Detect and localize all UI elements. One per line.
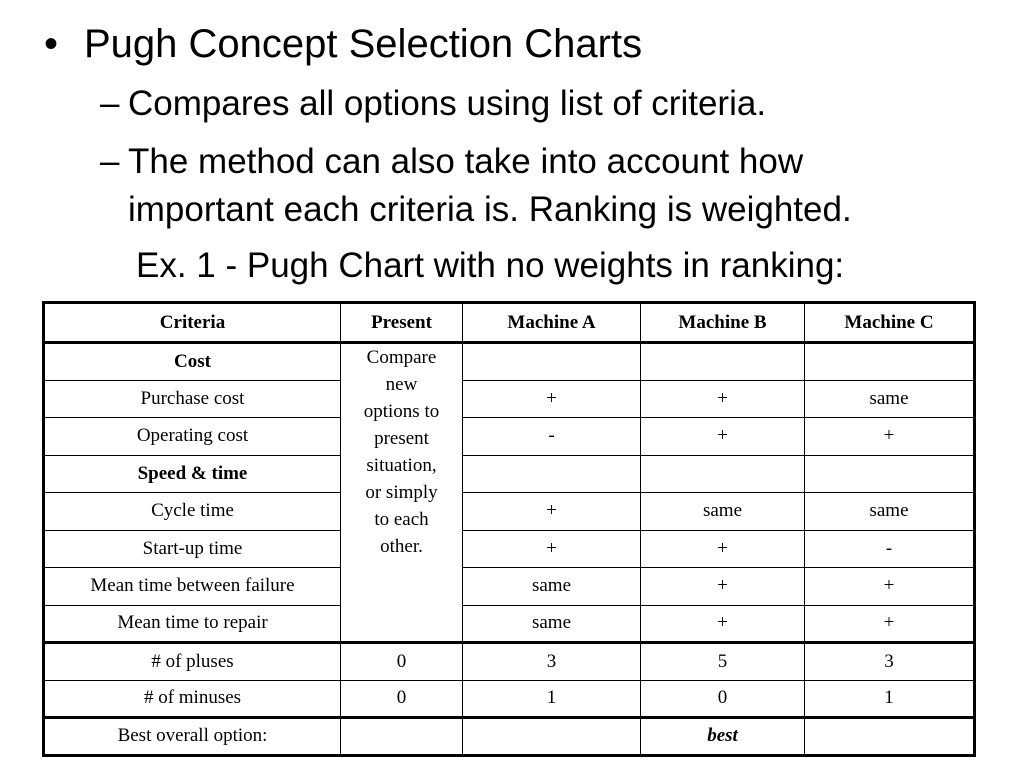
present-cell: 0	[341, 680, 463, 718]
machine-a-cell: same	[463, 568, 641, 606]
criteria-cell: Mean time to repair	[44, 605, 341, 643]
sub-bullet-text-continued: important each criteria is. Ranking is weighted.	[128, 190, 852, 229]
criteria-cell: Purchase cost	[44, 380, 341, 418]
criteria-cell: Operating cost	[44, 418, 341, 456]
table-row	[44, 380, 975, 418]
bullet-title: Pugh Concept Selection Charts	[84, 22, 643, 66]
machine-b-cell: +	[641, 418, 805, 456]
table-row	[44, 568, 975, 606]
sub-bullet-text: Compares all options using list of criteria.	[128, 84, 767, 123]
table-row	[44, 605, 975, 643]
sub-bullet-marker: –	[100, 84, 120, 123]
machine-c-cell	[805, 718, 975, 756]
criteria-cell: Cycle time	[44, 493, 341, 531]
machine-b-cell: 0	[641, 680, 805, 718]
pugh-chart-table	[42, 301, 976, 757]
header-machine-b: Machine B	[641, 303, 805, 343]
machine-c-cell: same	[805, 380, 975, 418]
machine-c-cell: same	[805, 493, 975, 531]
machine-a-cell: +	[463, 493, 641, 531]
machine-c-cell	[805, 455, 975, 493]
machine-c-cell: -	[805, 530, 975, 568]
bullet-marker: •	[44, 22, 59, 66]
table-header-row	[44, 303, 975, 343]
machine-b-cell	[641, 343, 805, 381]
table-row	[44, 343, 975, 381]
header-present: Present	[341, 303, 463, 343]
bullet-level1	[44, 18, 642, 70]
header-machine-a: Machine A	[463, 303, 641, 343]
machine-b-cell: same	[641, 493, 805, 531]
machine-b-cell	[641, 455, 805, 493]
summary-row-minuses	[44, 680, 975, 718]
criteria-cell: Speed & time	[44, 455, 341, 493]
machine-a-cell	[463, 343, 641, 381]
summary-row-best	[44, 718, 975, 756]
header-machine-c: Machine C	[805, 303, 975, 343]
machine-a-cell: 1	[463, 680, 641, 718]
machine-b-cell: 5	[641, 643, 805, 681]
machine-a-cell: +	[463, 530, 641, 568]
machine-b-cell: +	[641, 605, 805, 643]
machine-c-cell: +	[805, 568, 975, 606]
sub-bullet-text: The method can also take into account how	[128, 142, 804, 181]
present-note: Compare new options to present situation, or simply to each other.	[341, 343, 463, 643]
header-criteria: Criteria	[44, 303, 341, 343]
sub-bullet-marker: –	[100, 142, 120, 181]
machine-c-cell: 3	[805, 643, 975, 681]
machine-c-cell	[805, 343, 975, 381]
table-row	[44, 493, 975, 531]
machine-b-cell: +	[641, 380, 805, 418]
table-row	[44, 455, 975, 493]
table-row	[44, 530, 975, 568]
best-option-label: best	[641, 718, 805, 756]
sub-bullet-1	[100, 80, 766, 128]
criteria-cell: # of minuses	[44, 680, 341, 718]
sub-bullet-2	[100, 138, 852, 234]
summary-row-pluses	[44, 643, 975, 681]
machine-a-cell: same	[463, 605, 641, 643]
machine-a-cell: 3	[463, 643, 641, 681]
machine-b-cell: +	[641, 568, 805, 606]
machine-a-cell: -	[463, 418, 641, 456]
criteria-cell: # of pluses	[44, 643, 341, 681]
present-cell	[341, 718, 463, 756]
criteria-cell: Cost	[44, 343, 341, 381]
machine-b-cell: +	[641, 530, 805, 568]
criteria-cell: Mean time between failure	[44, 568, 341, 606]
present-cell: 0	[341, 643, 463, 681]
machine-a-cell	[463, 455, 641, 493]
table-row	[44, 418, 975, 456]
criteria-cell: Best overall option:	[44, 718, 341, 756]
machine-c-cell: +	[805, 418, 975, 456]
example-heading: Ex. 1 - Pugh Chart with no weights in ranking:	[136, 246, 845, 285]
machine-a-cell: +	[463, 380, 641, 418]
machine-c-cell: +	[805, 605, 975, 643]
machine-c-cell: 1	[805, 680, 975, 718]
machine-a-cell	[463, 718, 641, 756]
criteria-cell: Start-up time	[44, 530, 341, 568]
